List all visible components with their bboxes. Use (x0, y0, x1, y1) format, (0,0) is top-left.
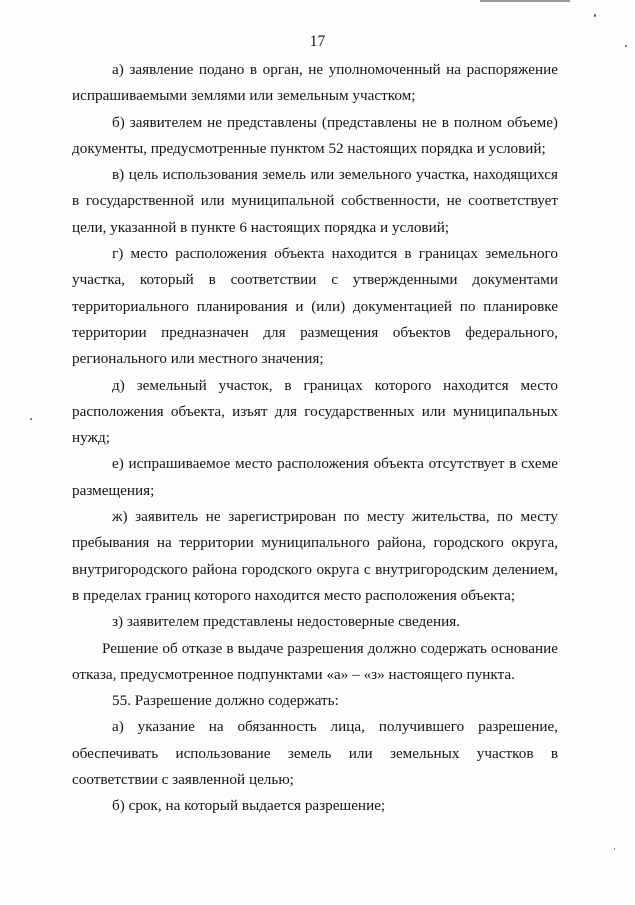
document-body (72, 57, 558, 820)
paragraph-55-item-b: б) срок, на который выдается разрешение; (112, 797, 386, 815)
scan-artifact-line (480, 0, 570, 2)
paragraph-section-55: 55. Разрешение должно содержать: (112, 692, 339, 710)
page-number: 17 (309, 33, 326, 50)
paragraph-item-e: е) испрашиваемое место расположения объекта отсутствует в схеме размещения; (72, 455, 558, 499)
scan-speck (594, 14, 596, 17)
paragraph-item-z: з) заявителем представлены недостоверные сведения. (112, 613, 460, 631)
paragraph-item-a: а) заявление подано в орган, не уполномоченный на распоряжение испрашиваемыми землями или земельным участком; (72, 61, 558, 105)
paragraph-refusal-decision: Решение об отказе в выдаче разрешения должно содержать основание отказа, предусмотренное подпунктами «а» – «з» настоящего пункта. (72, 639, 558, 683)
paragraph-item-g: г) место расположения объекта находится в границах земельного участка, который в соответствии с утвержденными документами территориального планирования и (или) документацией по планировке территории предназначен для размещения объектов федерального, регионального или местного значения; (72, 245, 558, 368)
paragraph-item-d: д) земельный участок, в границах которого находится место расположения объекта, изъят для государственных или муниципальных нужд; (72, 376, 558, 447)
scan-speck (614, 848, 615, 850)
paragraph-item-v: в) цель использования земель или земельного участка, находящихся в государственной или муниципальной собственности, не соответствует цели, указанной в пункте 6 настоящих порядка и условий; (72, 166, 558, 236)
paragraph-item-b: б) заявителем не представлены (представлены не в полном объеме) документы, предусмотренные пунктом 52 настоящих порядка и условий; (72, 113, 558, 157)
paragraph-55-item-a: а) указание на обязанность лица, получившего разрешение, обеспечивать использование земель или земельных участков в соответствии с заявленной целью; (72, 718, 558, 789)
paragraph-item-zh: ж) заявитель не зарегистрирован по месту жительства, по месту пребывания на территории муниципального района, городского округа, внутригородского района городского округа с внутригородским делением, в пределах границ которого находится место расположения объекта; (72, 508, 558, 604)
scan-speck (30, 418, 32, 420)
